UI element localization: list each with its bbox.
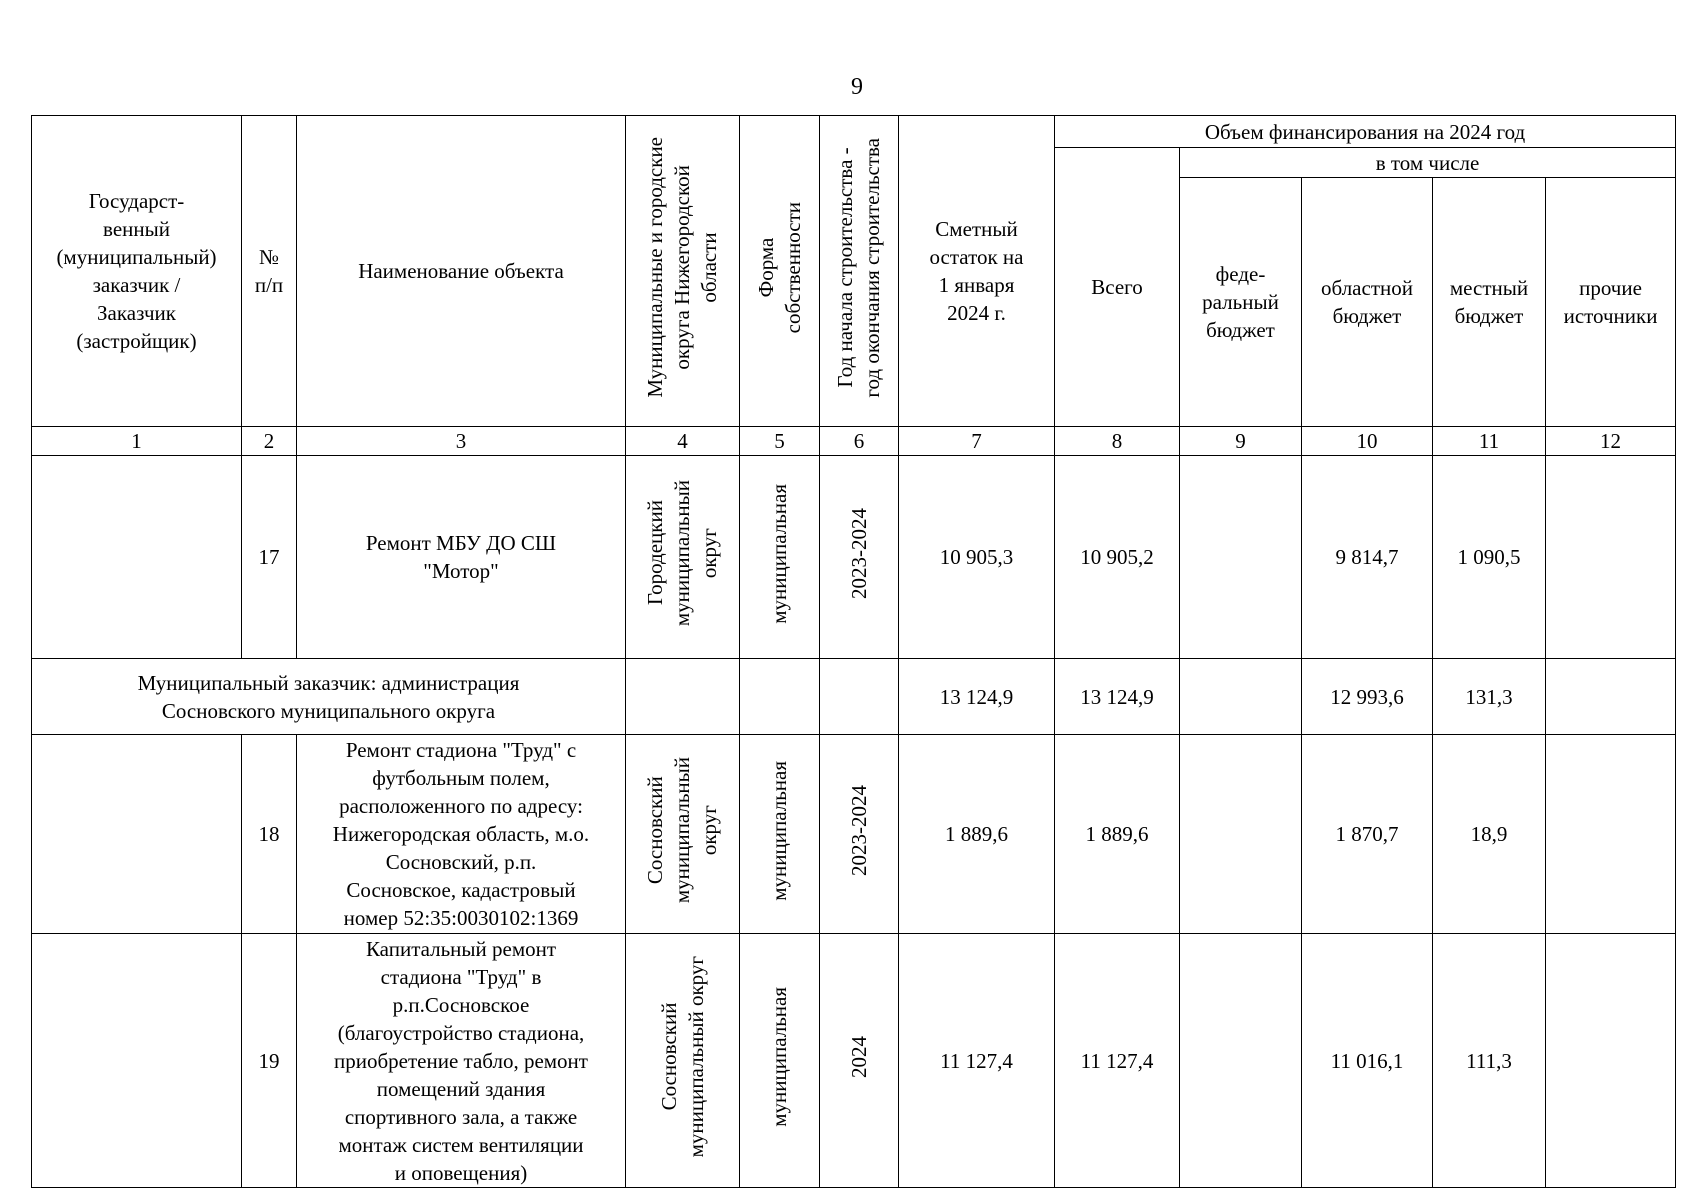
column-number: 1 bbox=[32, 427, 242, 456]
header-customer: Государст- венный (муниципальный) заказчик / Заказчик (застройщик) bbox=[32, 116, 242, 427]
column-number: 6 bbox=[820, 427, 899, 456]
local-cell: 18,9 bbox=[1433, 735, 1546, 934]
years-cell bbox=[820, 659, 899, 735]
ownership-cell bbox=[740, 659, 820, 735]
column-number: 12 bbox=[1546, 427, 1676, 456]
regional-cell: 12 993,6 bbox=[1302, 659, 1433, 735]
column-number: 8 bbox=[1055, 427, 1180, 456]
header-balance: Сметный остаток на 1 января 2024 г. bbox=[899, 116, 1055, 427]
header-regional: областной бюджет bbox=[1302, 178, 1433, 427]
total-cell: 13 124,9 bbox=[1055, 659, 1180, 735]
okrug-cell: Сосновский муниципальный округ bbox=[626, 735, 740, 934]
funding-table bbox=[31, 115, 1676, 1188]
federal-cell bbox=[1180, 659, 1302, 735]
balance-cell: 11 127,4 bbox=[899, 934, 1055, 1188]
header-total: Всего bbox=[1055, 148, 1180, 427]
okrug-cell bbox=[626, 659, 740, 735]
row-number: 18 bbox=[242, 735, 297, 934]
balance-cell: 1 889,6 bbox=[899, 735, 1055, 934]
ownership-cell: муниципальная bbox=[740, 735, 820, 934]
page-number: 9 bbox=[851, 74, 863, 100]
header-local: местный бюджет bbox=[1433, 178, 1546, 427]
regional-cell: 11 016,1 bbox=[1302, 934, 1433, 1188]
column-number: 11 bbox=[1433, 427, 1546, 456]
table-row bbox=[32, 735, 1676, 934]
table-row bbox=[32, 934, 1676, 1188]
header-ownership: Форма собственности bbox=[740, 116, 820, 427]
column-number: 9 bbox=[1180, 427, 1302, 456]
regional-cell: 9 814,7 bbox=[1302, 456, 1433, 659]
years-cell: 2023-2024 bbox=[820, 456, 899, 659]
total-cell: 10 905,2 bbox=[1055, 456, 1180, 659]
object-name: Капитальный ремонт стадиона "Труд" в р.п.Сосновское (благоустройство стадиона, приобретение табло, ремонт помещений здания спортивного зала, а также монтаж систем вентиляции и оповещения) bbox=[297, 934, 626, 1188]
column-number: 10 bbox=[1302, 427, 1433, 456]
ownership-cell: муниципальная bbox=[740, 934, 820, 1188]
table-row bbox=[32, 456, 1676, 659]
customer-cell bbox=[32, 934, 242, 1188]
regional-cell: 1 870,7 bbox=[1302, 735, 1433, 934]
column-number: 4 bbox=[626, 427, 740, 456]
federal-cell bbox=[1180, 456, 1302, 659]
header-object-name: Наименование объекта bbox=[297, 116, 626, 427]
ownership-cell: муниципальная bbox=[740, 456, 820, 659]
other-cell bbox=[1546, 659, 1676, 735]
header-row-1 bbox=[32, 116, 1676, 148]
balance-cell: 10 905,3 bbox=[899, 456, 1055, 659]
federal-cell bbox=[1180, 735, 1302, 934]
group-customer: Муниципальный заказчик: администрация Сосновского муниципального округа bbox=[32, 659, 626, 735]
header-funding-title: Объем финансирования на 2024 год bbox=[1055, 116, 1676, 148]
local-cell: 1 090,5 bbox=[1433, 456, 1546, 659]
federal-cell bbox=[1180, 934, 1302, 1188]
other-cell bbox=[1546, 456, 1676, 659]
row-number: 19 bbox=[242, 934, 297, 1188]
okrug-cell: Городецкий муниципальный округ bbox=[626, 456, 740, 659]
years-cell: 2024 bbox=[820, 934, 899, 1188]
header-federal: феде- ральный бюджет bbox=[1180, 178, 1302, 427]
group-row bbox=[32, 659, 1676, 735]
column-number-row bbox=[32, 427, 1676, 456]
other-cell bbox=[1546, 735, 1676, 934]
okrug-cell: Сосновский муниципальный округ bbox=[626, 934, 740, 1188]
header-including: в том числе bbox=[1180, 148, 1676, 178]
customer-cell bbox=[32, 456, 242, 659]
header-other: прочие источники bbox=[1546, 178, 1676, 427]
column-number: 5 bbox=[740, 427, 820, 456]
total-cell: 11 127,4 bbox=[1055, 934, 1180, 1188]
object-name: Ремонт стадиона "Труд" с футбольным полем, расположенного по адресу: Нижегородская область, м.о. Сосновский, р.п. Сосновское, кадастровый номер 52:35:0030102:1369 bbox=[297, 735, 626, 934]
column-number: 3 bbox=[297, 427, 626, 456]
header-years: Год начала строительства - год окончания строительства bbox=[820, 116, 899, 427]
balance-cell: 13 124,9 bbox=[899, 659, 1055, 735]
local-cell: 131,3 bbox=[1433, 659, 1546, 735]
header-number: № п/п bbox=[242, 116, 297, 427]
customer-cell bbox=[32, 735, 242, 934]
header-okrug: Муниципальные и городские округа Нижегородской области bbox=[626, 116, 740, 427]
total-cell: 1 889,6 bbox=[1055, 735, 1180, 934]
other-cell bbox=[1546, 934, 1676, 1188]
column-number: 2 bbox=[242, 427, 297, 456]
local-cell: 111,3 bbox=[1433, 934, 1546, 1188]
column-number: 7 bbox=[899, 427, 1055, 456]
row-number: 17 bbox=[242, 456, 297, 659]
years-cell: 2023-2024 bbox=[820, 735, 899, 934]
object-name: Ремонт МБУ ДО СШ "Мотор" bbox=[297, 456, 626, 659]
